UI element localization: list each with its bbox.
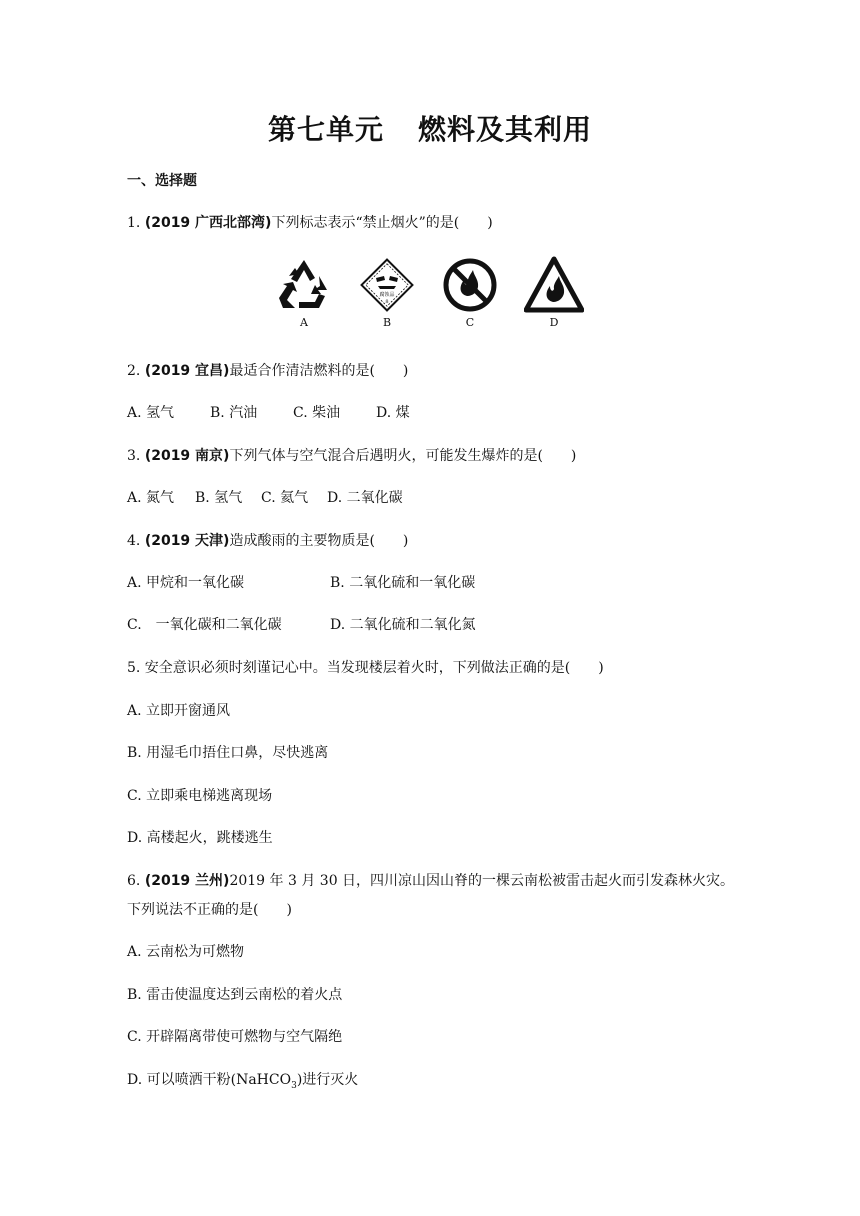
option-d: D. 二氧化碳 bbox=[327, 490, 403, 506]
option-c: C. 柴油 bbox=[293, 405, 341, 421]
question-source: (2019 天津) bbox=[144, 533, 230, 549]
question-6-option-b: B. 雷击使温度达到云南松的着火点 bbox=[127, 987, 343, 1003]
question-5-option-c: C. 立即乘电梯逃离现场 bbox=[127, 788, 273, 804]
svg-text:8: 8 bbox=[385, 299, 389, 305]
question-1 bbox=[127, 212, 493, 232]
formula-subscript: 3 bbox=[291, 1080, 297, 1091]
option-c: C. 一氧化碳和二氧化碳 bbox=[127, 617, 282, 633]
option-c-sign bbox=[438, 256, 502, 334]
question-4-options-row1 bbox=[127, 572, 475, 592]
question-6 bbox=[127, 870, 734, 890]
question-number: 1. bbox=[127, 215, 141, 231]
question-6-option-a: A. 云南松为可燃物 bbox=[127, 944, 245, 960]
title-topic: 燃料及其利用 bbox=[418, 113, 593, 146]
question-text: 造成酸雨的主要物质是( ) bbox=[229, 533, 409, 549]
title-unit: 第七单元 bbox=[267, 113, 384, 146]
question-6-option-d bbox=[127, 1069, 358, 1091]
option-a: A. 氢气 bbox=[127, 405, 175, 421]
option-b: B. 二氧化硫和一氧化碳 bbox=[330, 575, 476, 591]
page-title bbox=[0, 108, 860, 148]
sign-options bbox=[272, 256, 592, 336]
corrosive-icon bbox=[358, 256, 416, 314]
option-c: C. 氦气 bbox=[261, 490, 309, 506]
question-3 bbox=[127, 445, 576, 465]
recycle-icon bbox=[275, 256, 333, 314]
question-4 bbox=[127, 530, 408, 550]
question-number: 3. bbox=[127, 448, 141, 464]
option-a: A. 氮气 bbox=[127, 490, 175, 506]
question-text: 2019 年 3 月 30 日，四川凉山因山脊的一棵云南松被雷击起火而引发森林火灾。 bbox=[229, 873, 735, 889]
option-a-sign bbox=[272, 256, 336, 334]
question-text: 下列气体与空气混合后遇明火，可能发生爆炸的是( ) bbox=[229, 448, 577, 464]
question-number: 2. bbox=[127, 363, 141, 379]
option-b: B. 氢气 bbox=[195, 490, 243, 506]
question-source: (2019 宜昌) bbox=[144, 363, 230, 379]
option-label: A bbox=[300, 316, 308, 329]
question-2-options bbox=[127, 402, 410, 422]
option-label: D bbox=[549, 316, 559, 329]
question-number: 6. bbox=[127, 873, 141, 889]
question-5: 5. 安全意识必须时刻谨记心中。当发现楼层着火时，下列做法正确的是( ) bbox=[127, 660, 604, 676]
option-label: B bbox=[382, 316, 392, 329]
option-a: A. 甲烷和一氧化碳 bbox=[127, 575, 245, 591]
option-text: )进行灭火 bbox=[296, 1072, 359, 1088]
no-fire-icon bbox=[441, 256, 499, 314]
option-d: D. 煤 bbox=[376, 405, 410, 421]
question-5-option-d: D. 高楼起火，跳楼逃生 bbox=[127, 830, 273, 846]
question-source: (2019 兰州) bbox=[144, 873, 230, 889]
question-4-options-row2 bbox=[127, 614, 476, 634]
option-text: D. 可以喷洒干粉(NaHCO bbox=[127, 1072, 292, 1088]
option-d: D. 二氧化硫和二氧化氮 bbox=[330, 617, 476, 633]
question-source: (2019 南京) bbox=[144, 448, 230, 464]
question-3-options bbox=[127, 487, 403, 507]
question-source: (2019 广西北部湾) bbox=[144, 215, 272, 231]
question-text: 最适合作清洁燃料的是( ) bbox=[229, 363, 409, 379]
question-number: 4. bbox=[127, 533, 141, 549]
option-label: C bbox=[465, 316, 475, 329]
question-5-option-a: A. 立即开窗通风 bbox=[127, 703, 231, 719]
section-heading: 一、选择题 bbox=[127, 173, 197, 189]
option-b: B. 汽油 bbox=[210, 405, 258, 421]
option-b-sign bbox=[355, 256, 419, 334]
question-2 bbox=[127, 360, 408, 380]
flammable-icon bbox=[524, 256, 584, 314]
question-text: 下列标志表示“禁止烟火”的是( ) bbox=[271, 215, 493, 231]
question-5-option-b: B. 用湿毛巾捂住口鼻，尽快逃离 bbox=[127, 745, 329, 761]
question-6-option-c: C. 开辟隔离带使可燃物与空气隔绝 bbox=[127, 1029, 343, 1045]
question-6-text-line2: 下列说法不正确的是( ) bbox=[127, 902, 292, 918]
option-d-sign bbox=[522, 256, 586, 334]
svg-text:腐蚀品: 腐蚀品 bbox=[379, 292, 395, 298]
